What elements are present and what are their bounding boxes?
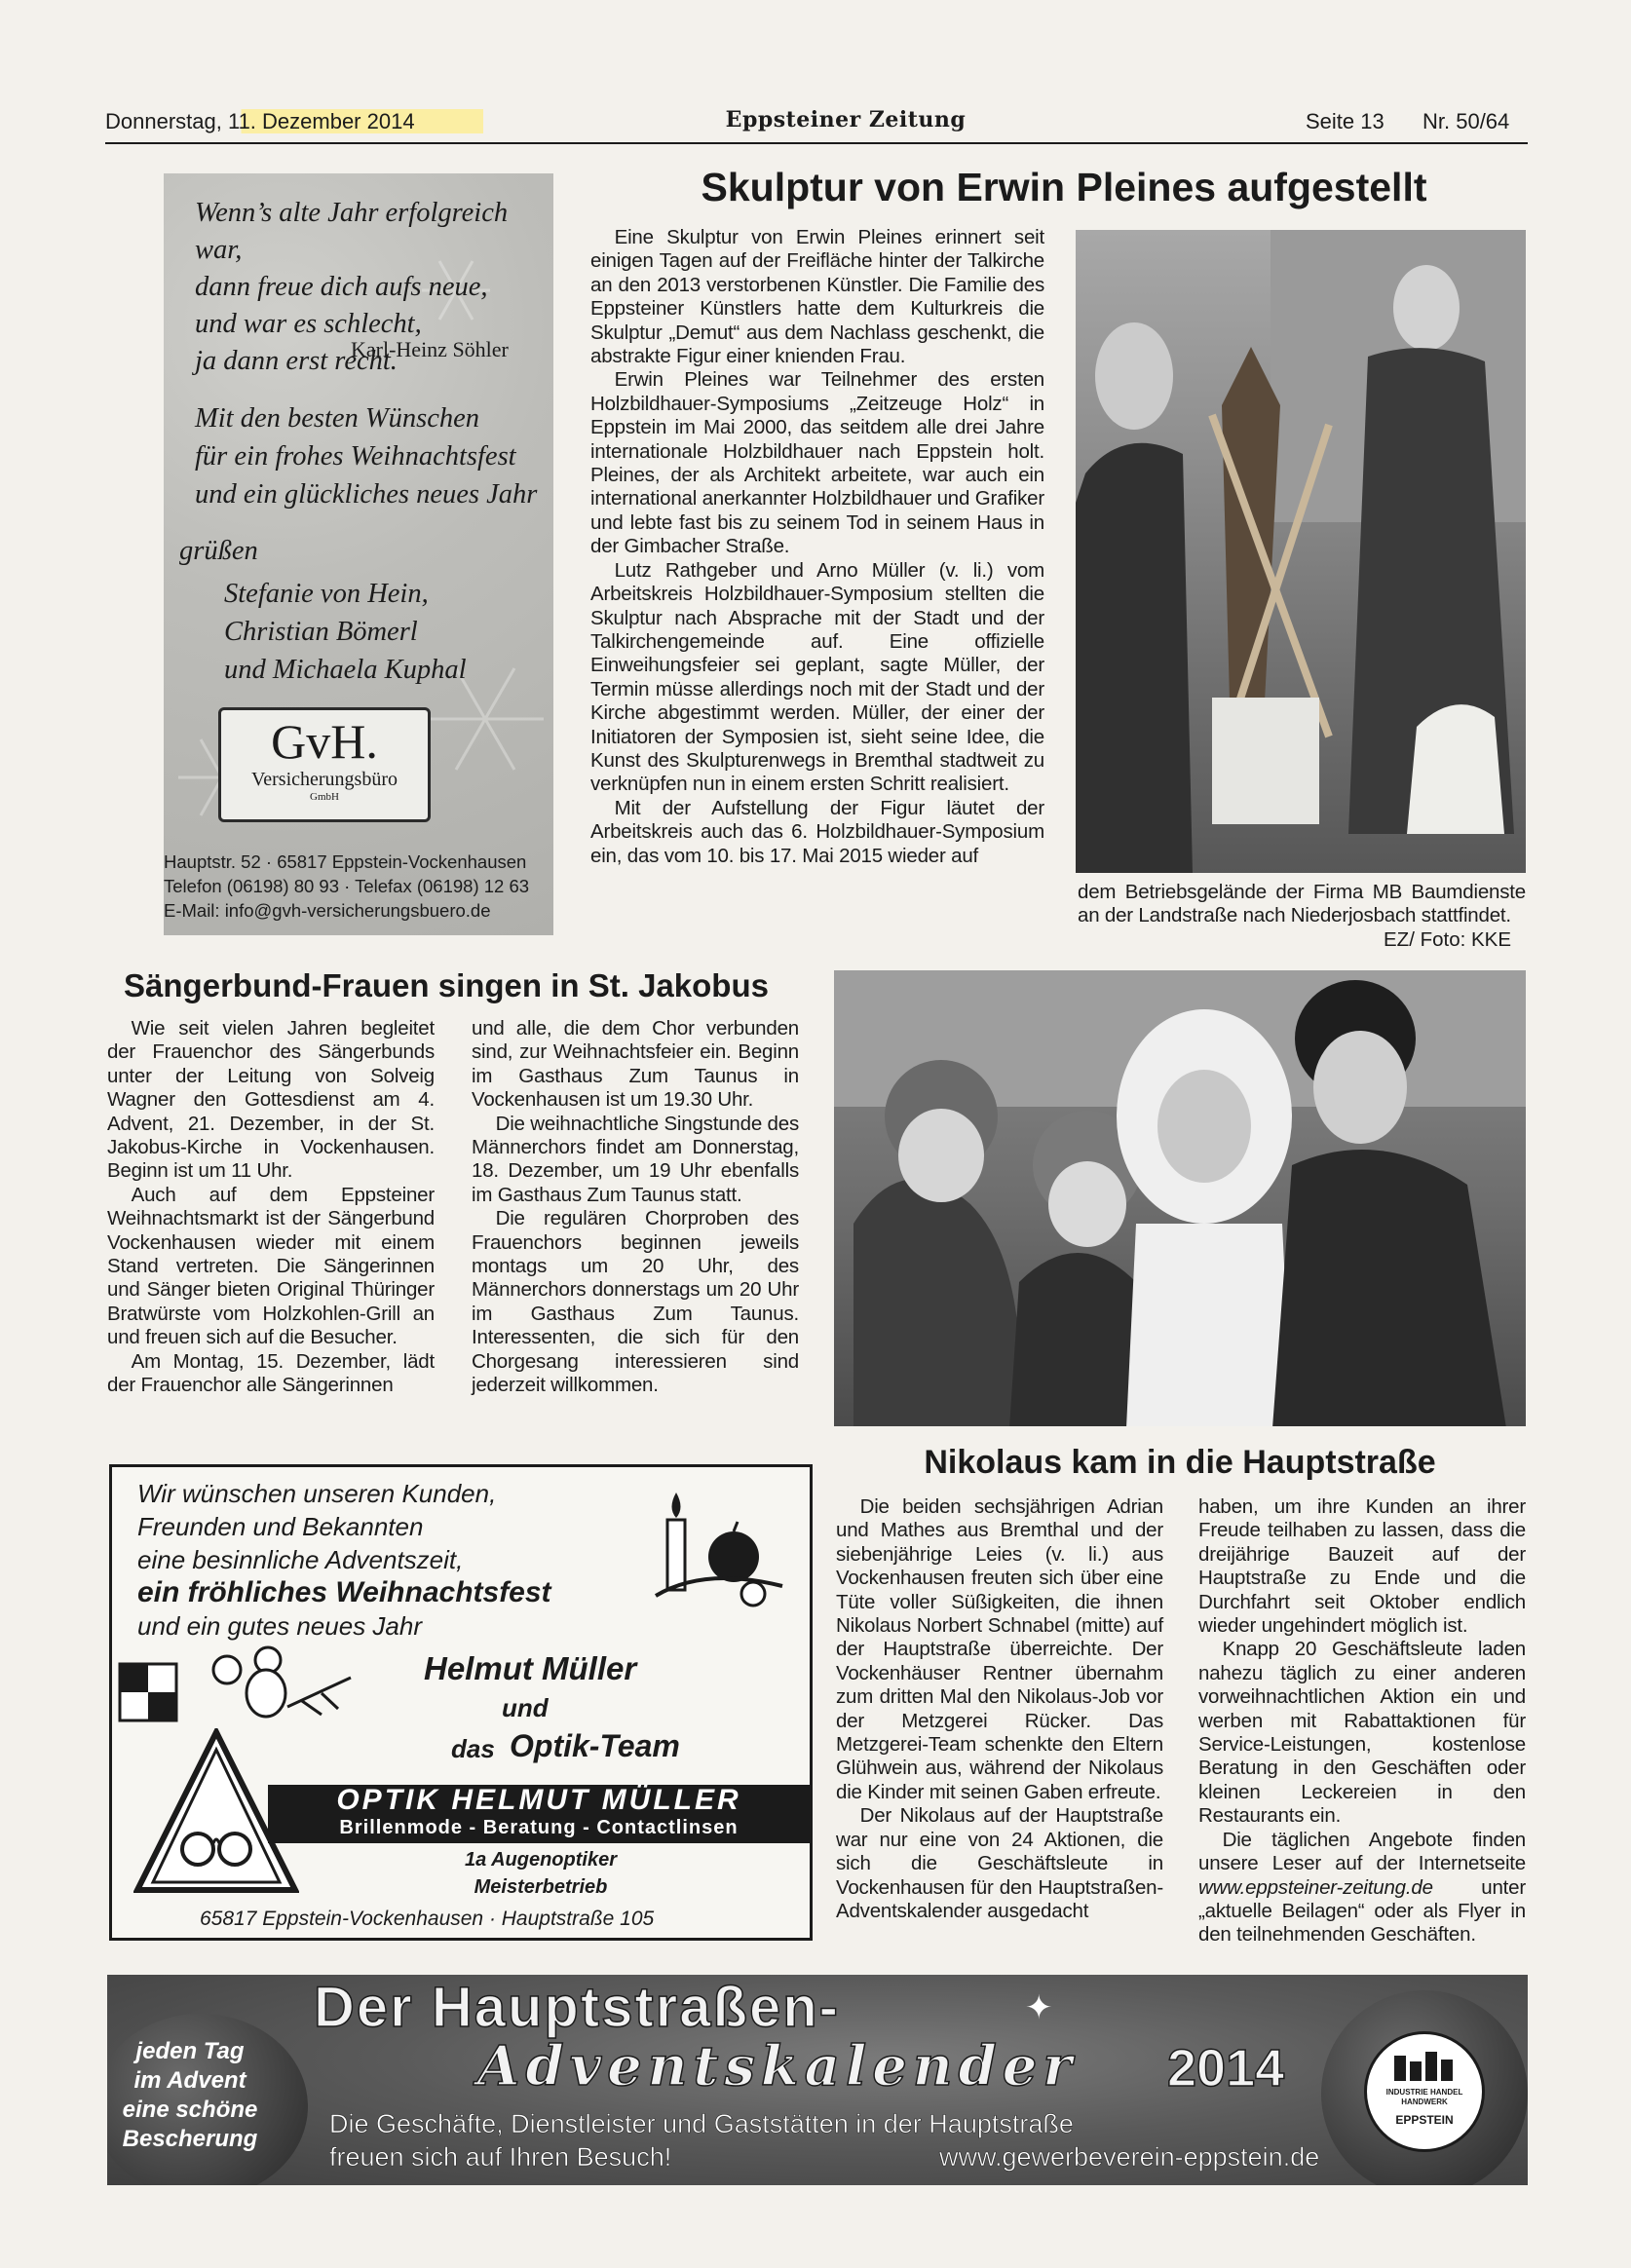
gvh-logo bbox=[218, 707, 431, 822]
greeting-wishes bbox=[195, 399, 537, 513]
header-number: Nr. 50/64 bbox=[1422, 109, 1510, 133]
quote-line: Wenn’s alte Jahr erfolgreich war, bbox=[195, 198, 509, 265]
wishes-line: für ein frohes Weihnachtsfest bbox=[195, 441, 516, 472]
sculpture-photo bbox=[1076, 230, 1526, 873]
greeting-names bbox=[224, 575, 467, 689]
industry-badge-icon bbox=[1390, 2048, 1459, 2083]
banner-left-line: Bescherung bbox=[122, 2126, 258, 2152]
photo-credit: EZ/ Foto: KKE bbox=[1384, 928, 1512, 951]
banner-line-1: Die Geschäfte, Dienstleister und Gaststätten in der Hauptstraße bbox=[329, 2109, 1074, 2138]
wishes-line: und ein glückliches neues Jahr bbox=[195, 479, 538, 510]
optik-banner-title: OPTIK HELMUT MÜLLER bbox=[336, 1784, 741, 1816]
paragraph: und alle, die dem Chor verbunden sind, zur Weihnachtsfeier ein. Beginn im Gasthaus Zum Taunus in Vockenhausen ist um 19.30 Uhr. bbox=[472, 1017, 799, 1112]
gvh-logo-gmbh: GmbH bbox=[310, 791, 339, 803]
banner-badge bbox=[1364, 2031, 1485, 2152]
wishes-line: Mit den besten Wünschen bbox=[195, 403, 480, 434]
banner-year: 2014 bbox=[1167, 2039, 1285, 2098]
choir-headline: Sängerbund-Frauen singen in St. Jakobus bbox=[124, 967, 769, 1003]
ad-line: und ein gutes neues Jahr bbox=[137, 1611, 422, 1641]
continuation-text: dem Betriebsgelände der Firma MB Baumdienste an der Landstraße nach Niederjosbach stattfindet. bbox=[1078, 881, 1526, 927]
ad-line: Freunden und Bekannten bbox=[137, 1512, 424, 1541]
header-date bbox=[105, 109, 483, 134]
advent-banner bbox=[107, 1975, 1528, 2185]
quote-line: dann freue dich aufs neue, bbox=[195, 272, 488, 302]
nikolaus-photo bbox=[834, 970, 1526, 1426]
header-paper-name: Eppsteiner Zeitung bbox=[725, 107, 967, 132]
choir-col-1 bbox=[107, 1017, 435, 1398]
paragraph: Mit der Aufstellung der Figur läutet der Arbeitskreis auch das 6. Holzbildhauer-Symposium ein, das vom 10. bis 17. Mai 2015 wieder auf bbox=[590, 796, 1044, 867]
optik-ad bbox=[109, 1464, 813, 1941]
sculpture-photo-image bbox=[1076, 230, 1526, 873]
contact-address: Hauptstr. 52 · 65817 Eppstein-Vockenhausen bbox=[164, 851, 527, 872]
sculpture-headline: Skulptur von Erwin Pleines aufgestellt bbox=[701, 165, 1427, 209]
greeting-greet: grüßen bbox=[179, 536, 258, 566]
optik-team: Optik-Team bbox=[510, 1728, 680, 1763]
banner-url[interactable]: www.gewerbeverein-eppstein.de bbox=[939, 2142, 1320, 2172]
paragraph: Der Nikolaus auf der Hauptstraße war nur eine von 24 Aktionen, die sich die Geschäftsleute in Vockenhausen für den Hauptstraßen-Adventskalender ausgedacht bbox=[836, 1804, 1163, 1922]
paragraph: Die beiden sechsjährigen Adrian und Mathes aus Bremthal und der siebenjährige Leies (v. li.) aus Vockenhausen freuten sich über eine Tüte voller Süßigkeiten, die ihnen Nikolaus Norbert Schnabel (mitte) auf der Hauptstraße überreichte. Der Vockenhäuser Rentner übernahm zum dritten Mal den Nikolaus-Job vor der Metzgerei Rücker. Das Metzgerei-Team schenkte den Eltern Glühwein aus, während der Nikolaus die Kinder mit seinen Gaben erfreute. bbox=[836, 1495, 1163, 1803]
gvh-logo-main: GvH. bbox=[271, 714, 378, 769]
nikolaus-headline: Nikolaus kam in die Hauptstraße bbox=[924, 1444, 1436, 1481]
nikolaus-photo-image bbox=[834, 970, 1526, 1426]
quote-line: und war es schlecht, bbox=[195, 309, 422, 339]
banner-badge-bottom: EPPSTEIN bbox=[1395, 2113, 1454, 2127]
name-line: und Michaela Kuphal bbox=[224, 655, 467, 685]
paragraph: Die regulären Chorproben des Frauenchors beginnen jeweils montags um 20 Uhr, des Männerchors donnerstags um 20 Uhr im Gasthaus Zum Taunus. Interessenten, die sich für den Chorgesang interessieren sind jederzeit willkommen. bbox=[472, 1207, 799, 1397]
header-date-text: Donnerstag, 11. Dezember 2014 bbox=[105, 109, 483, 133]
ad-bold-line: ein fröhliches Weihnachtsfest bbox=[137, 1576, 551, 1608]
greeting-contact bbox=[164, 850, 529, 923]
paragraph: Die weihnachtliche Singstunde des Männerchors findet am Donnerstag, 18. Dezember, um 19 Uhr ebenfalls im Gasthaus Zum Taunus statt. bbox=[472, 1112, 799, 1206]
nikolaus-col-1 bbox=[836, 1495, 1163, 1923]
sculpture-body bbox=[590, 226, 1044, 868]
paragraph: Lutz Rathgeber und Arno Müller (v. li.) vom Arbeitskreis Holzbildhauer-Symposium stellten die Skulptur nach Absprache mit der Stadt und der Talkirchengemeinde auf. Eine offizielle Einweihungsfeier sei geplant, sagte Müller, der Termin müsse allerdings noch mit der Stadt und der Kirche abgestimmt werden. Müller, der einer der Initiatoren der Symposien ist, sieht seine Idee, die Kunst des Skulpturenwegs in Bremthal stadtweit zu verknüpfen nun in einem ersten Schritt realisiert. bbox=[590, 558, 1044, 796]
optik-ad-text bbox=[137, 1477, 551, 1643]
ad-line: Wir wünschen unseren Kunden, bbox=[137, 1479, 497, 1508]
gvh-logo-sub: Versicherungsbüro bbox=[251, 769, 398, 790]
page-header bbox=[105, 105, 1528, 144]
choir-col-2 bbox=[472, 1017, 799, 1398]
optik-tag-2: Meisterbetrieb bbox=[474, 1876, 608, 1898]
banner-left-line: im Advent bbox=[133, 2067, 247, 2094]
contact-email: E-Mail: info@gvh-versicherungsbuero.de bbox=[164, 900, 491, 921]
banner-left-line: jeden Tag bbox=[135, 2038, 245, 2064]
optik-das: das bbox=[451, 1734, 495, 1763]
sculpture-continuation bbox=[1078, 881, 1526, 928]
contact-phone: Telefon (06198) 80 93 · Telefax (06198) 12 63 bbox=[164, 876, 530, 896]
website-link[interactable]: www.eppsteiner-zeitung.de bbox=[1198, 1875, 1433, 1899]
ad-line: eine besinnliche Adventszeit, bbox=[137, 1545, 464, 1574]
name-line: Christian Bömerl bbox=[224, 617, 418, 647]
optik-und: und bbox=[502, 1693, 549, 1722]
quote-line: ja dann erst recht. bbox=[195, 346, 398, 376]
paragraph bbox=[1198, 1829, 1526, 1947]
star-icon: ✦ bbox=[1025, 1989, 1053, 2026]
banner-left-line: eine schöne bbox=[122, 2097, 258, 2123]
optik-banner-sub: Brillenmode - Beratung - Contactlinsen bbox=[339, 1817, 739, 1838]
nikolaus-col-2 bbox=[1198, 1495, 1526, 1947]
banner-left-text bbox=[117, 2037, 263, 2154]
optik-banner bbox=[268, 1785, 810, 1843]
optik-tag-1: 1a Augenoptiker bbox=[465, 1849, 617, 1871]
paragraph: Wie seit vielen Jahren begleitet der Frauenchor des Sängerbunds unter der Leitung von Solveig Wagner den Gottesdienst am 4. Advent, 21. Dezember, in der St. Jakobus-Kirche in Vockenhausen. Beginn ist um 11 Uhr. bbox=[107, 1017, 435, 1183]
paragraph: Eine Skulptur von Erwin Pleines erinnert seit einigen Tagen auf der Freifläche hinter der Talkirche an den 2013 verstorbenen Künstler. Die Familie des Eppsteiner Künstlers hatte dem Kulturkreis die Skulptur „Demut“ aus dem Nachlass geschenkt, die abstrakte Figur einer knienden Frau. bbox=[590, 226, 1044, 368]
banner-title-1: Der Hauptstraßen- bbox=[314, 1976, 840, 2039]
banner-badge-top: INDUSTRIE HANDEL HANDWERK bbox=[1385, 2088, 1463, 2106]
header-rule bbox=[105, 142, 1528, 144]
paragraph: Auch auf dem Eppsteiner Weihnachtsmarkt ist der Sängerbund Vockenhausen wieder mit einem Stand vertreten. Die Sängerinnen und Sänger bieten Original Thüringer Bratwürste vom Holzkohlen-Grill an und freuen sich auf die Besucher. bbox=[107, 1183, 435, 1349]
paragraph: haben, um ihre Kunden an ihrer Freude teilhaben zu lassen, dass die dreijährige Bauzeit auf der Hauptstraße zu Ende und die Durchfahrt seit Oktober endlich wieder ungehindert möglich ist. bbox=[1198, 1495, 1526, 1638]
banner-title-2: Adventskalender bbox=[477, 2034, 1078, 2098]
paragraph: Am Montag, 15. Dezember, lädt der Frauenchor alle Sängerinnen bbox=[107, 1349, 435, 1397]
paragraph: Knapp 20 Geschäftsleute laden nahezu täglich zu einer anderen vorweihnachtlichen Aktion ein und werben mit Rabattaktionen für Service-Leistungen, kostenlose Beratung in den Geschäften oder kleinen Leckereien in den Restaurants ein. bbox=[1198, 1638, 1526, 1828]
name-line: Stefanie von Hein, bbox=[224, 579, 429, 609]
paragraph-text: unter „aktuelle Beilagen“ oder als Flyer in den teilnehmenden Geschäften. bbox=[1198, 1875, 1526, 1947]
candle-apple-icon bbox=[646, 1479, 792, 1615]
banner-line-2: freuen sich auf Ihren Besuch! bbox=[329, 2142, 672, 2172]
greeting-ad bbox=[164, 173, 553, 935]
paragraph: Erwin Pleines war Teilnehmer des ersten Holzbildhauer-Symposiums „Zeitzeuge Holz“ in Eppstein im Mai 2000, das seitdem alle drei Jahre internationale Holzbildhauer nach Eppstein holt. Pleines, der als Architekt arbeitete, war auch ein international anerkannter Holzbildhauer und Grafiker und lebte fast bis zu seinem Tod in seinem Haus in der Gimbacher Straße. bbox=[590, 368, 1044, 558]
optik-address: 65817 Eppstein-Vockenhausen · Hauptstraße 105 bbox=[200, 1908, 655, 1930]
optik-name: Helmut Müller bbox=[424, 1650, 637, 1686]
header-page: Seite 13 bbox=[1306, 109, 1384, 133]
gift-teddy-icon bbox=[112, 1639, 356, 1726]
quote-author: Karl-Heinz Söhler bbox=[351, 337, 509, 361]
paragraph-text: Die täglichen Angebote finden unsere Leser auf der Internetseite bbox=[1198, 1828, 1526, 1875]
